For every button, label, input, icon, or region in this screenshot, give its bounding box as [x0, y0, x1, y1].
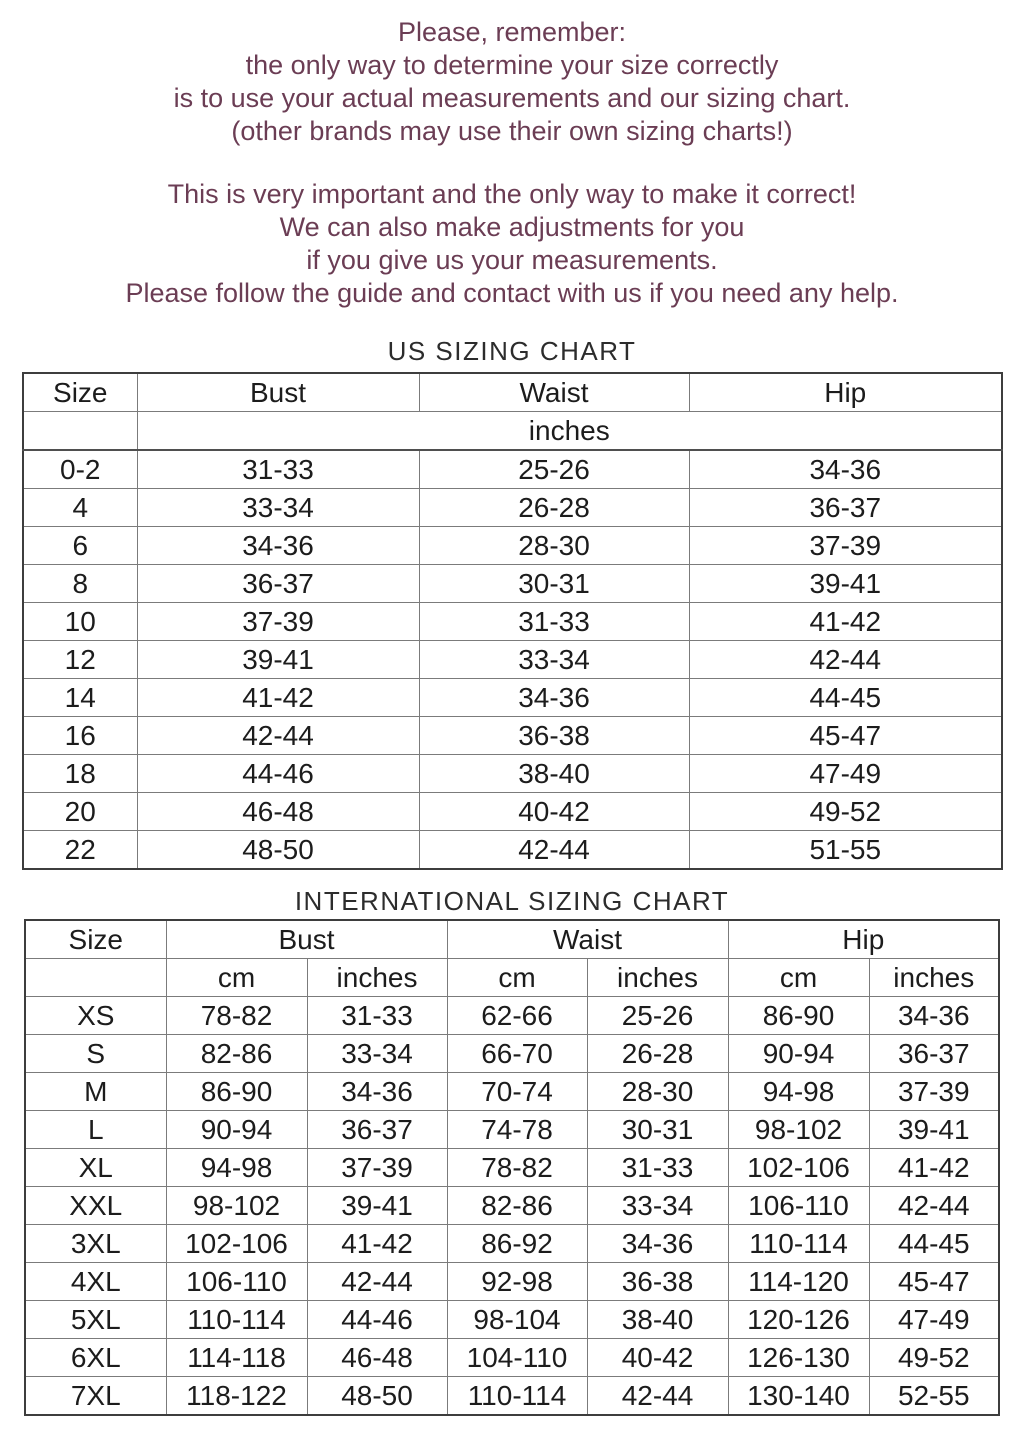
table-row: [23, 755, 1002, 793]
measurement-cell: 51-55: [689, 831, 1002, 870]
table-row: [25, 1187, 999, 1225]
measurement-cell: 25-26: [419, 450, 689, 489]
measurement-cell: 44-46: [307, 1301, 447, 1339]
measurement-cell: 110-114: [728, 1225, 869, 1263]
measurement-cell: 102-106: [166, 1225, 307, 1263]
measurement-cell: 31-33: [307, 997, 447, 1035]
measurement-cell: 90-94: [166, 1111, 307, 1149]
table-row: [23, 450, 1002, 489]
measurement-cell: 98-102: [728, 1111, 869, 1149]
measurement-cell: 114-120: [728, 1263, 869, 1301]
measurement-cell: 52-55: [869, 1377, 999, 1416]
measurement-cell: 36-38: [419, 717, 689, 755]
intl-table-header-row: [25, 920, 999, 959]
us-col-header-waist: Waist: [419, 373, 689, 412]
table-row: [25, 997, 999, 1035]
measurement-cell: 86-90: [166, 1073, 307, 1111]
us-sizing-table: [22, 372, 1003, 870]
measurement-cell: 98-102: [166, 1187, 307, 1225]
measurement-cell: 104-110: [447, 1339, 587, 1377]
size-cell: 22: [23, 831, 137, 870]
measurement-cell: 33-34: [307, 1035, 447, 1073]
measurement-cell: 110-114: [447, 1377, 587, 1416]
measurement-cell: 70-74: [447, 1073, 587, 1111]
measurement-cell: 36-37: [869, 1035, 999, 1073]
intro-line: This is very important and the only way to make it correct!: [167, 179, 857, 209]
size-cell: L: [25, 1111, 166, 1149]
measurement-cell: 25-26: [587, 997, 728, 1035]
measurement-cell: 33-34: [587, 1187, 728, 1225]
measurement-cell: 114-118: [166, 1339, 307, 1377]
intro-text: [0, 16, 1024, 310]
intl-sizing-table: [24, 919, 1000, 1416]
measurement-cell: 42-44: [419, 831, 689, 870]
measurement-cell: 31-33: [587, 1149, 728, 1187]
table-row: [23, 489, 1002, 527]
intl-unit-label: cm: [728, 959, 869, 997]
us-col-header-size: Size: [23, 373, 137, 412]
table-row: [25, 1339, 999, 1377]
intro-line: if you give us your measurements.: [306, 245, 718, 275]
measurement-cell: 42-44: [137, 717, 419, 755]
measurement-cell: 86-90: [728, 997, 869, 1035]
measurement-cell: 41-42: [137, 679, 419, 717]
intl-table-unit-row: [25, 959, 999, 997]
measurement-cell: 94-98: [166, 1149, 307, 1187]
measurement-cell: 39-41: [307, 1187, 447, 1225]
measurement-cell: 31-33: [137, 450, 419, 489]
intl-unit-label: inches: [869, 959, 999, 997]
measurement-cell: 38-40: [419, 755, 689, 793]
measurement-cell: 44-45: [869, 1225, 999, 1263]
empty-cell: [25, 959, 166, 997]
size-cell: M: [25, 1073, 166, 1111]
measurement-cell: 47-49: [689, 755, 1002, 793]
table-row: [25, 1263, 999, 1301]
measurement-cell: 37-39: [137, 603, 419, 641]
size-cell: 18: [23, 755, 137, 793]
intro-line: We can also make adjustments for you: [279, 212, 745, 242]
measurement-cell: 39-41: [137, 641, 419, 679]
table-row: [23, 679, 1002, 717]
size-cell: 4XL: [25, 1263, 166, 1301]
measurement-cell: 37-39: [307, 1149, 447, 1187]
measurement-cell: 47-49: [869, 1301, 999, 1339]
size-cell: 10: [23, 603, 137, 641]
measurement-cell: 130-140: [728, 1377, 869, 1416]
measurement-cell: 126-130: [728, 1339, 869, 1377]
intl-unit-label: cm: [447, 959, 587, 997]
measurement-cell: 110-114: [166, 1301, 307, 1339]
measurement-cell: 40-42: [587, 1339, 728, 1377]
measurement-cell: 66-70: [447, 1035, 587, 1073]
us-col-header-bust: Bust: [137, 373, 419, 412]
size-cell: 20: [23, 793, 137, 831]
measurement-cell: 33-34: [419, 641, 689, 679]
measurement-cell: 41-42: [869, 1149, 999, 1187]
measurement-cell: 48-50: [137, 831, 419, 870]
measurement-cell: 38-40: [587, 1301, 728, 1339]
size-cell: 0-2: [23, 450, 137, 489]
size-cell: XXL: [25, 1187, 166, 1225]
intro-paragraph-1: [0, 16, 1024, 148]
us-table-unit-row: [23, 412, 1002, 451]
measurement-cell: 49-52: [869, 1339, 999, 1377]
size-cell: XS: [25, 997, 166, 1035]
size-cell: 7XL: [25, 1377, 166, 1416]
measurement-cell: 45-47: [869, 1263, 999, 1301]
intro-line: the only way to determine your size correctly: [245, 50, 779, 80]
measurement-cell: 44-46: [137, 755, 419, 793]
intro-line: Please follow the guide and contact with us if you need any help.: [125, 278, 899, 308]
intro-line: Please, remember:: [397, 17, 627, 47]
table-row: [25, 1111, 999, 1149]
table-row: [25, 1301, 999, 1339]
size-cell: 3XL: [25, 1225, 166, 1263]
measurement-cell: 94-98: [728, 1073, 869, 1111]
measurement-cell: 26-28: [587, 1035, 728, 1073]
measurement-cell: 34-36: [307, 1073, 447, 1111]
intro-paragraph-2: [0, 178, 1024, 310]
size-cell: 5XL: [25, 1301, 166, 1339]
intl-unit-label: inches: [587, 959, 728, 997]
intl-col-header-size: Size: [25, 920, 166, 959]
size-cell: 12: [23, 641, 137, 679]
table-row: [25, 1149, 999, 1187]
measurement-cell: 36-38: [587, 1263, 728, 1301]
measurement-cell: 41-42: [307, 1225, 447, 1263]
measurement-cell: 34-36: [689, 450, 1002, 489]
size-cell: S: [25, 1035, 166, 1073]
size-cell: 4: [23, 489, 137, 527]
measurement-cell: 42-44: [869, 1187, 999, 1225]
table-row: [23, 641, 1002, 679]
measurement-cell: 44-45: [689, 679, 1002, 717]
intl-table-body: [25, 997, 999, 1416]
us-table-body: [23, 450, 1002, 869]
measurement-cell: 74-78: [447, 1111, 587, 1149]
table-row: [23, 603, 1002, 641]
measurement-cell: 82-86: [447, 1187, 587, 1225]
measurement-cell: 30-31: [419, 565, 689, 603]
measurement-cell: 37-39: [869, 1073, 999, 1111]
measurement-cell: 42-44: [307, 1263, 447, 1301]
table-row: [25, 1225, 999, 1263]
measurement-cell: 34-36: [869, 997, 999, 1035]
measurement-cell: 39-41: [869, 1111, 999, 1149]
measurement-cell: 34-36: [587, 1225, 728, 1263]
measurement-cell: 98-104: [447, 1301, 587, 1339]
measurement-cell: 120-126: [728, 1301, 869, 1339]
table-row: [23, 565, 1002, 603]
measurement-cell: 82-86: [166, 1035, 307, 1073]
us-col-header-hip: Hip: [689, 373, 1002, 412]
measurement-cell: 86-92: [447, 1225, 587, 1263]
measurement-cell: 106-110: [166, 1263, 307, 1301]
intl-unit-label: inches: [307, 959, 447, 997]
measurement-cell: 78-82: [447, 1149, 587, 1187]
size-cell: 14: [23, 679, 137, 717]
table-row: [25, 1073, 999, 1111]
table-row: [23, 527, 1002, 565]
measurement-cell: 37-39: [689, 527, 1002, 565]
us-table-header-row: [23, 373, 1002, 412]
measurement-cell: 33-34: [137, 489, 419, 527]
intl-col-header-hip: Hip: [728, 920, 999, 959]
size-cell: 8: [23, 565, 137, 603]
measurement-cell: 78-82: [166, 997, 307, 1035]
intl-chart-title: INTERNATIONAL SIZING CHART: [294, 886, 730, 916]
measurement-cell: 42-44: [587, 1377, 728, 1416]
measurement-cell: 42-44: [689, 641, 1002, 679]
measurement-cell: 36-37: [689, 489, 1002, 527]
table-row: [25, 1377, 999, 1416]
measurement-cell: 28-30: [419, 527, 689, 565]
intro-line: is to use your actual measurements and our sizing chart.: [173, 83, 851, 113]
measurement-cell: 36-37: [307, 1111, 447, 1149]
measurement-cell: 49-52: [689, 793, 1002, 831]
measurement-cell: 28-30: [587, 1073, 728, 1111]
empty-cell: [23, 412, 137, 451]
measurement-cell: 102-106: [728, 1149, 869, 1187]
measurement-cell: 31-33: [419, 603, 689, 641]
measurement-cell: 106-110: [728, 1187, 869, 1225]
measurement-cell: 46-48: [307, 1339, 447, 1377]
measurement-cell: 40-42: [419, 793, 689, 831]
us-chart-title: US SIZING CHART: [387, 336, 637, 366]
table-row: [25, 1035, 999, 1073]
intro-line: (other brands may use their own sizing charts!): [231, 116, 793, 146]
intl-col-header-waist: Waist: [447, 920, 728, 959]
intl-unit-label: cm: [166, 959, 307, 997]
measurement-cell: 118-122: [166, 1377, 307, 1416]
measurement-cell: 26-28: [419, 489, 689, 527]
size-cell: 16: [23, 717, 137, 755]
measurement-cell: 92-98: [447, 1263, 587, 1301]
measurement-cell: 45-47: [689, 717, 1002, 755]
measurement-cell: 36-37: [137, 565, 419, 603]
size-cell: XL: [25, 1149, 166, 1187]
size-cell: 6: [23, 527, 137, 565]
us-unit-label: inches: [137, 412, 1002, 451]
measurement-cell: 41-42: [689, 603, 1002, 641]
measurement-cell: 62-66: [447, 997, 587, 1035]
measurement-cell: 34-36: [137, 527, 419, 565]
table-row: [23, 717, 1002, 755]
intl-col-header-bust: Bust: [166, 920, 447, 959]
measurement-cell: 34-36: [419, 679, 689, 717]
measurement-cell: 39-41: [689, 565, 1002, 603]
measurement-cell: 90-94: [728, 1035, 869, 1073]
measurement-cell: 46-48: [137, 793, 419, 831]
table-row: [23, 831, 1002, 870]
table-row: [23, 793, 1002, 831]
measurement-cell: 30-31: [587, 1111, 728, 1149]
size-cell: 6XL: [25, 1339, 166, 1377]
measurement-cell: 48-50: [307, 1377, 447, 1416]
